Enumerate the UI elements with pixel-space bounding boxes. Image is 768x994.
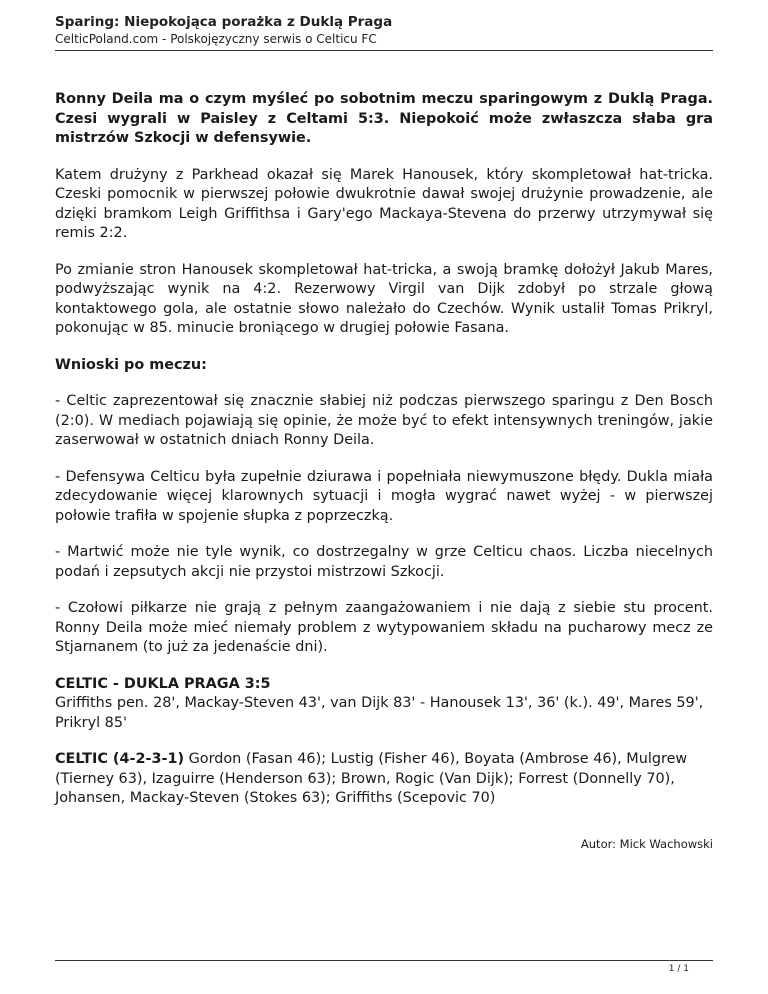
conclusion-4: - Czołowi piłkarze nie grają z pełnym zaangażowaniem i nie dają z siebie stu procent. Ronny Deila może mieć niemały problem z wytypowaniem składu na pucharowy mecz ze Stjarnanem (to już za jedenaście dni). xyxy=(55,600,713,655)
header-divider xyxy=(55,50,713,51)
conclusions-heading: Wnioski po meczu: xyxy=(55,356,207,373)
match-score-title: CELTIC - DUKLA PRAGA 3:5 xyxy=(55,675,271,692)
article-paragraph-1: Katem drużyny z Parkhead okazał się Marek Hanousek, który skompletował hat-tricka. Czeski pomocnik w pierwszej połowie dwukrotnie dawał swojej drużynie prowadzenie, ale dzięki bramkom Leigh Griffithsa i Gary'ego Mackaya-Stevena do przerwy utrzymywał się remis 2:2. xyxy=(55,166,713,241)
match-scorers: Griffiths pen. 28', Mackay-Steven 43', van Dijk 83' - Hanousek 13', 36' (k.). 49', Mares 59', Prikryl 85' xyxy=(55,695,704,731)
article-paragraph-2: Po zmianie stron Hanousek skompletował hat-tricka, a swoją bramkę dołożył Jakub Mares, podwyższając wynik na 4:2. Rezerwowy Virgil van Dijk zdobył po strzale głową kontaktowego gola, ale ostatnie słowo należało do Czechów. Wynik ustalił Tomas Prikryl, pokonując w 85. minucie broniącego w drugiej połowie Fasana. xyxy=(55,261,713,336)
conclusion-2: - Defensywa Celticu była zupełnie dziurawa i popełniała niewymuszone błędy. Dukla miała zdecydowanie więcej klarownych sytuacji i mogła wygrać nawet wyżej - w pierwszej połowie trafiła w spojenie słupka z poprzeczką. xyxy=(55,468,713,524)
page-number: 1 / 1 xyxy=(668,964,689,974)
lineup-title: CELTIC (4-2-3-1) xyxy=(55,751,185,767)
lineup-players: Gordon (Fasan 46); Lustig (Fisher 46), Boyata (Ambrose 46), Mulgrew (Tierney 63), Izaguirre (Henderson 63); Brown, Rogic (Van Dijk); Forrest (Donnelly 70), Johansen, Mackay-Steven (Stokes 63); Griffiths (Scepovic 70) xyxy=(55,751,688,806)
article-body xyxy=(55,90,713,851)
footer-divider xyxy=(55,960,713,961)
article-lead: Ronny Deila ma o czym myśleć po sobotnim meczu sparingowym z Duklą Praga. Czesi wygrali w Paisley z Celtami 5:3. Niepokoić może zwłaszcza słaba gra mistrzów Szkocji w defensywie. xyxy=(55,91,713,146)
conclusion-3: - Martwić może nie tyle wynik, co dostrzegalny w grze Celticu chaos. Liczba niecelnych podań i zepsutych akcji nie przystoi mistrzowi Szkocji. xyxy=(55,544,713,580)
article-author: Autor: Mick Wachowski xyxy=(580,836,713,851)
match-result xyxy=(55,675,713,734)
lineup-paragraph xyxy=(55,750,713,809)
header-subtitle: CelticPoland.com - Polskojęzyczny serwis o Celticu FC xyxy=(55,32,377,46)
header-title: Sparing: Niepokojąca porażka z Duklą Praga xyxy=(55,14,393,30)
page-header xyxy=(55,14,713,47)
conclusion-1: - Celtic zaprezentował się znacznie słabiej niż podczas pierwszego sparingu z Den Bosch (2:0). W mediach pojawiają się opinie, że może być to efekt intensywnych treningów, jakie zaserwował w ostatnich dniach Ronny Deila. xyxy=(55,393,713,448)
